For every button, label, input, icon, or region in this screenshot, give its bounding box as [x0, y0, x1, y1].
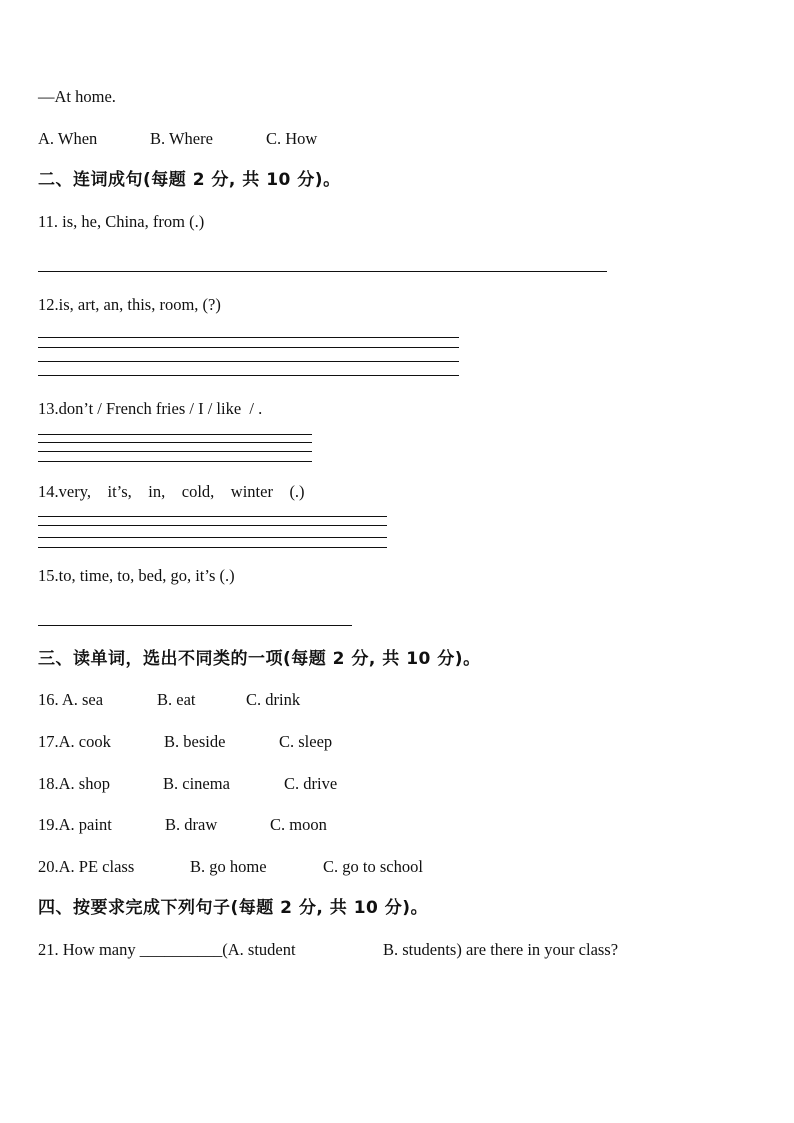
q17-option-a: 17.A. cook	[38, 732, 111, 751]
question-12: 12.is, art, an, this, room, (?)	[38, 295, 221, 314]
q10-option-b: B. Where	[150, 129, 213, 148]
question-13: 13.don’t / French fries / I / like / .	[38, 399, 263, 418]
answer-line-12b[interactable]	[38, 347, 459, 348]
q10-option-c: C. How	[266, 129, 318, 148]
q19-option-a: 19.A. paint	[38, 815, 112, 834]
answer-line-12a[interactable]	[38, 337, 459, 338]
answer-line-14b[interactable]	[38, 525, 387, 526]
q19-option-b: B. draw	[165, 815, 218, 834]
answer-line-14d[interactable]	[38, 547, 387, 548]
q18-option-c: C. drive	[284, 774, 338, 793]
q20-option-b: B. go home	[190, 857, 267, 876]
q17-option-c: C. sleep	[279, 732, 333, 751]
question-21-part2: B. students) are there in your class?	[383, 940, 619, 959]
q16-option-c: C. drink	[246, 690, 301, 709]
section-4-heading: 四、按要求完成下列句子(每题 2 分, 共 10 分)。	[38, 898, 429, 918]
answer-line-15[interactable]	[38, 625, 352, 626]
q17-option-b: B. beside	[164, 732, 226, 751]
section-2-heading: 二、连词成句(每题 2 分, 共 10 分)。	[38, 170, 341, 190]
q10-answer-line: —At home.	[38, 87, 116, 106]
q16-option-b: B. eat	[157, 690, 196, 709]
answer-line-13a[interactable]	[38, 434, 312, 435]
q20-option-c: C. go to school	[323, 857, 423, 876]
q20-option-a: 20.A. PE class	[38, 857, 135, 876]
answer-line-13b[interactable]	[38, 442, 312, 443]
answer-line-12c[interactable]	[38, 361, 459, 362]
question-14: 14.very, it’s, in, cold, winter (.)	[38, 482, 305, 501]
question-11: 11. is, he, China, from (.)	[38, 212, 205, 231]
answer-line-11[interactable]	[38, 271, 607, 272]
q10-option-a: A. When	[38, 129, 98, 148]
section-3-heading: 三、读单词，选出不同类的一项(每题 2 分, 共 10 分)。	[38, 649, 481, 669]
answer-line-14c[interactable]	[38, 537, 387, 538]
answer-line-13d[interactable]	[38, 461, 312, 462]
q19-option-c: C. moon	[270, 815, 327, 834]
answer-line-14a[interactable]	[38, 516, 387, 517]
question-21-part1: 21. How many __________(A. student	[38, 940, 296, 959]
q18-option-b: B. cinema	[163, 774, 230, 793]
answer-line-13c[interactable]	[38, 451, 312, 452]
q18-option-a: 18.A. shop	[38, 774, 110, 793]
q16-option-a: 16. A. sea	[38, 690, 104, 709]
question-15: 15.to, time, to, bed, go, it’s (.)	[38, 566, 235, 585]
answer-line-12d[interactable]	[38, 375, 459, 376]
